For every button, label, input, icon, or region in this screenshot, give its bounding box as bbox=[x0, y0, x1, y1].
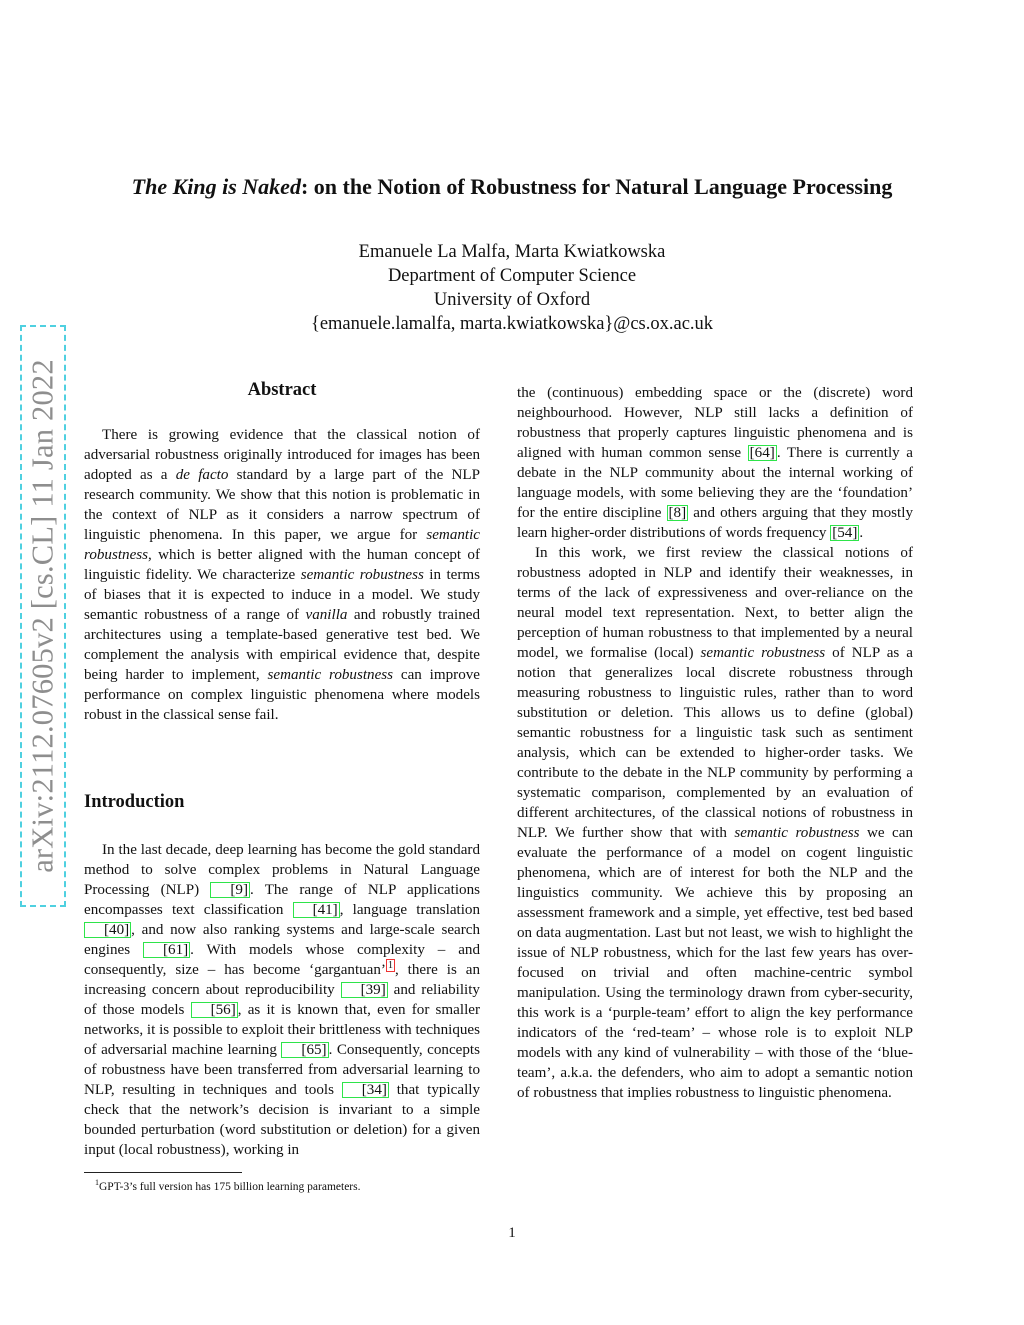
author-department: Department of Computer Science bbox=[387, 266, 637, 286]
text-run: in terms of biases that it is expected to induce in a model. We study semantic robustness of a range of bbox=[84, 567, 480, 623]
footnote-link[interactable]: 1 bbox=[387, 959, 393, 971]
text-run: that typically check that the network’s decision is invariant to a simple bounded perturbation (word substitution or deletion) for a given input (local robustness), working in bbox=[84, 1082, 480, 1158]
citation-link[interactable]: [65] bbox=[281, 1042, 328, 1058]
text-run: standard by a large part of the NLP research community. We show that this notion is problematic in the context of NLP as it considers a narrow spectrum of linguistic phenomena. In this paper, we argue for bbox=[84, 467, 481, 543]
text-run: we can evaluate the performance of a model on cogent linguistic phenomena, which are of interest for both the NLP and the linguistics community. We achieve this by proposing an assessment framework and a simple, yet effective, test bed based on data augmentation. Last but not least, we wish to highlight the issue of NLP robustness, which for the last few years has over-focused on trivial and often machine-centric symbol manipulation. Using the terminology drawn from cyber-security, this work is a ‘purple-team’ effort to align the key performance indicators of the ‘red-team’ – whose role is to exploit NLP models with any kind of vulnerability – with those of the ‘blue-team’, a.k.a. the defenders, who aim to adopt a semantic notion of robustness that implies robustness to linguistic phenomena. bbox=[517, 825, 913, 1101]
text-run: , and now also ranking systems and large-scale search engines bbox=[84, 922, 480, 958]
citation-link[interactable]: [40] bbox=[84, 922, 131, 938]
citation-link[interactable]: [41] bbox=[293, 902, 340, 918]
introduction-body bbox=[84, 840, 480, 1160]
page-number: 1 bbox=[508, 1225, 516, 1241]
text-run: There is growing evidence that the classical notion of adversarial robustness originally introduced for images has been adopted as a bbox=[84, 427, 480, 483]
citation-link[interactable]: [61] bbox=[143, 942, 190, 958]
citation-link[interactable]: [39] bbox=[341, 982, 388, 998]
text-run: , there is an increasing concern about reproducibility bbox=[84, 962, 480, 998]
text-run: . The range of NLP applications encompasses text classification bbox=[84, 882, 480, 918]
arxiv-identifier[interactable]: arXiv:2112.07605v2 [cs.CL] 11 Jan 2022 bbox=[25, 359, 60, 873]
right-paragraph-2 bbox=[517, 543, 913, 1103]
abstract-paragraph bbox=[84, 425, 480, 725]
footnote-mark: 1 bbox=[95, 1178, 99, 1187]
author-names: Emanuele La Malfa, Marta Kwiatkowska bbox=[358, 242, 666, 262]
text-run: of NLP as a notion that generalizes local discrete robustness through measuring robustness to linguistic rules, rather than to word substitution or deletion. This allows us to define (global) semantic robustness for a linguistic task such as sentiment analysis, which can be extended to higher-order tasks. We contribute to the debate in the NLP community by performing a systematic comparison, complemented by an evaluation of different architectures, of the classical notions of robustness in NLP. We further show that with bbox=[517, 645, 913, 841]
intro-paragraph bbox=[84, 840, 480, 1160]
text-run: . Consequently, concepts of robustness have been transferred from adversarial learning to NLP, resulting in techniques and tools bbox=[84, 1042, 480, 1098]
author-university: University of Oxford bbox=[433, 290, 591, 310]
text-run: In the last decade, deep learning has become the gold standard method to solve complex problems in Natural Language Processing (NLP) bbox=[84, 842, 480, 898]
text-run: . With models whose complexity – and consequently, size – has become ‘gargantuan’ bbox=[84, 942, 480, 978]
citation-link[interactable]: [64] bbox=[749, 445, 775, 461]
citation-link[interactable]: [34] bbox=[342, 1082, 389, 1098]
italic-run: semantic robustness bbox=[700, 645, 826, 661]
citation-link[interactable]: [56] bbox=[191, 1002, 238, 1018]
text-run: and robustly trained architectures using a template-based generative test bed. We complement the analysis with empirical evidence that, despite being harder to implement, bbox=[84, 607, 480, 683]
citation-link[interactable]: [9] bbox=[210, 882, 250, 898]
italic-run: de facto bbox=[175, 467, 229, 483]
citation-link[interactable]: [8] bbox=[668, 505, 687, 521]
abstract-heading: Abstract bbox=[247, 380, 317, 400]
text-run: . There is currently a debate in the NLP community about the internal working of language models, with some believing they are the ‘foundation’ for the entire discipline bbox=[517, 445, 913, 521]
text-run: and others arguing that they mostly learn higher-order distributions of words frequency bbox=[517, 505, 913, 541]
text-run: the (continuous) embedding space or the (discrete) word neighbourhood. However, NLP still lacks a definition of robustness that properly captures linguistic phenomena and is aligned with human common sense bbox=[517, 385, 913, 461]
introduction-heading: Introduction bbox=[84, 792, 185, 812]
arxiv-sidebar bbox=[20, 325, 66, 907]
text-run: can improve performance on complex linguistic phenomena where models robust in the classical sense fail. bbox=[84, 667, 480, 723]
abstract-body bbox=[84, 425, 480, 725]
text-run: , as it is known that, even for smaller networks, it is possible to exploit their brittleness with techniques of adversarial machine learning bbox=[84, 1002, 480, 1058]
italic-run: semantic robustness bbox=[734, 825, 860, 841]
title-italic: The King is Naked bbox=[131, 174, 301, 199]
italic-run: semantic robustness bbox=[84, 527, 480, 563]
footnote bbox=[95, 1178, 360, 1193]
italic-run: semantic robustness bbox=[267, 667, 394, 683]
author-email[interactable]: {emanuele.lamalfa, marta.kwiatkowska}@cs.ox.ac.uk bbox=[310, 314, 714, 334]
italic-run: vanilla bbox=[305, 607, 348, 623]
right-paragraph-1 bbox=[517, 383, 913, 543]
text-run: In this work, we first review the classical notions of robustness adopted in NLP and identify their weaknesses, in terms of the lack of expressiveness and over-reliance on the neural model text representation. Next, to better align the perception of human robustness to that implemented by a neural model, we formalise (local) bbox=[517, 545, 913, 661]
author-block bbox=[200, 240, 824, 336]
title-rest: : on the Notion of Robustness for Natural Language Processing bbox=[300, 174, 893, 199]
text-run: . bbox=[859, 525, 864, 541]
citation-link[interactable]: [54] bbox=[832, 525, 858, 541]
text-run: , language translation bbox=[339, 902, 481, 918]
text-run: and reliability of those models bbox=[84, 982, 480, 1018]
text-run: , which is better aligned with the human concept of linguistic fidelity. We characterize bbox=[84, 547, 480, 583]
right-column bbox=[517, 383, 913, 1103]
italic-run: semantic robustness bbox=[300, 567, 424, 583]
footnote-text: GPT-3’s full version has 175 billion learning parameters. bbox=[99, 1180, 361, 1193]
footnote-divider bbox=[84, 1172, 242, 1173]
paper-title bbox=[60, 174, 964, 200]
